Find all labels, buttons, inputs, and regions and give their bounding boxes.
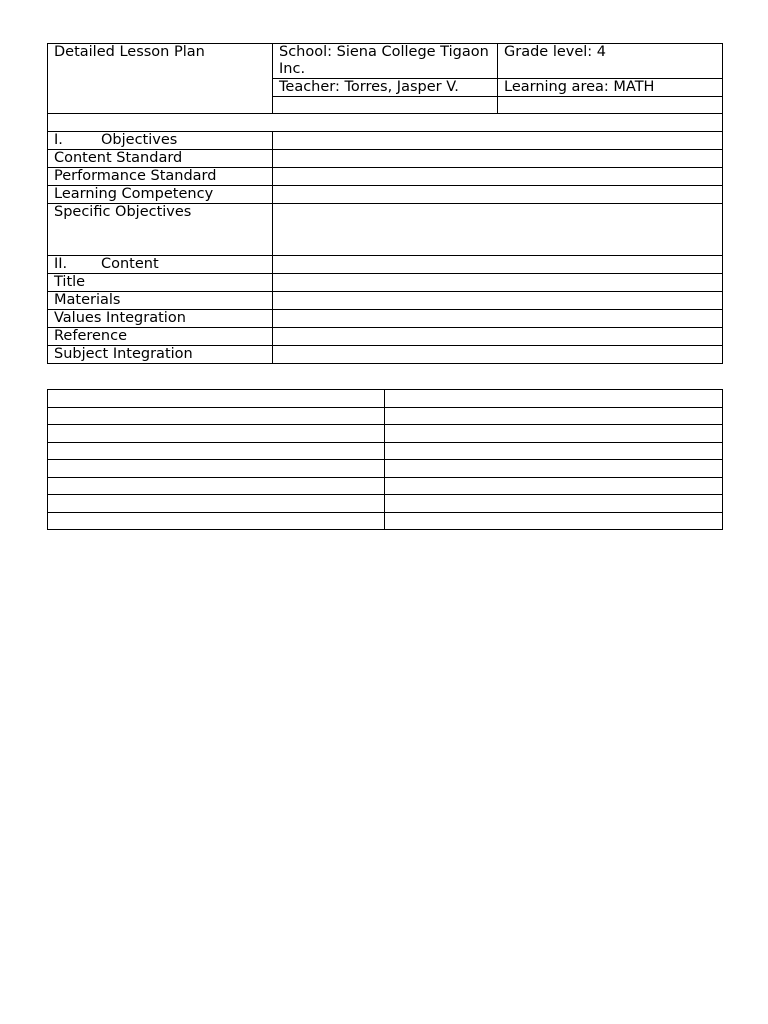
school-name: School: Siena College Tigaon Inc. (279, 44, 489, 77)
teacher-cell (273, 79, 498, 97)
entry-cell (273, 292, 723, 310)
entry-cell (273, 150, 723, 168)
blank-cell (48, 513, 385, 530)
learning-area: Learning area: MATH (504, 79, 655, 95)
row-label: Performance Standard (48, 168, 273, 186)
entry-cell (273, 328, 723, 346)
objectives-heading-row (48, 132, 723, 150)
title-row (48, 274, 723, 292)
entry-cell (273, 132, 723, 150)
learning-area-cell (498, 79, 723, 97)
blank-cell (48, 425, 385, 443)
content-standard-row (48, 150, 723, 168)
blank-cell (385, 408, 723, 425)
grade-level-cell (498, 44, 723, 79)
entry-cell (273, 346, 723, 364)
row-label: Subject Integration (48, 346, 273, 364)
blank-row (48, 390, 723, 408)
blank-cell (385, 443, 723, 460)
row-label: Content Standard (48, 150, 273, 168)
section-numeral: II. (54, 256, 68, 272)
row-label: Title (48, 274, 273, 292)
entry-cell (273, 256, 723, 274)
spacer-cell (48, 114, 723, 132)
blank-row (48, 425, 723, 443)
blank-row (48, 478, 723, 495)
plan-title: Detailed Lesson Plan (54, 44, 205, 60)
spacer-row (48, 114, 723, 132)
row-label: Materials (48, 292, 273, 310)
blank-cell (273, 97, 498, 114)
content-heading-cell (48, 256, 273, 274)
subject-integration-row (48, 346, 723, 364)
entry-cell (273, 186, 723, 204)
blank-cell (48, 408, 385, 425)
blank-grid-table (47, 389, 723, 530)
blank-cell (48, 478, 385, 495)
row-label: Specific Objectives (48, 204, 273, 256)
grade-level: Grade level: 4 (504, 44, 607, 60)
values-integration-row (48, 310, 723, 328)
blank-cell (48, 443, 385, 460)
plan-title-cell (48, 44, 273, 114)
blank-cell (498, 97, 723, 114)
section-heading: Content (101, 256, 159, 272)
blank-row (48, 443, 723, 460)
header-row (48, 44, 723, 79)
content-heading-row (48, 256, 723, 274)
entry-cell (273, 204, 723, 256)
blank-cell (48, 460, 385, 478)
row-label: Learning Competency (48, 186, 273, 204)
school-cell (273, 44, 498, 79)
blank-cell (385, 478, 723, 495)
section-heading: Objectives (101, 132, 178, 148)
entry-cell (273, 274, 723, 292)
blank-cell (48, 495, 385, 513)
row-label: Reference (48, 328, 273, 346)
blank-cell (385, 460, 723, 478)
teacher-name: Teacher: Torres, Jasper V. (279, 79, 459, 95)
blank-row (48, 495, 723, 513)
objectives-heading-cell (48, 132, 273, 150)
blank-cell (385, 495, 723, 513)
blank-row (48, 513, 723, 530)
learning-competency-row (48, 186, 723, 204)
blank-cell (385, 390, 723, 408)
row-label: Values Integration (48, 310, 273, 328)
entry-cell (273, 168, 723, 186)
blank-cell (385, 425, 723, 443)
section-numeral: I. (54, 132, 63, 148)
blank-row (48, 460, 723, 478)
performance-standard-row (48, 168, 723, 186)
blank-cell (385, 513, 723, 530)
lesson-plan-table (47, 43, 723, 364)
reference-row (48, 328, 723, 346)
materials-row (48, 292, 723, 310)
blank-row (48, 408, 723, 425)
blank-cell (48, 390, 385, 408)
specific-objectives-row (48, 204, 723, 256)
entry-cell (273, 310, 723, 328)
